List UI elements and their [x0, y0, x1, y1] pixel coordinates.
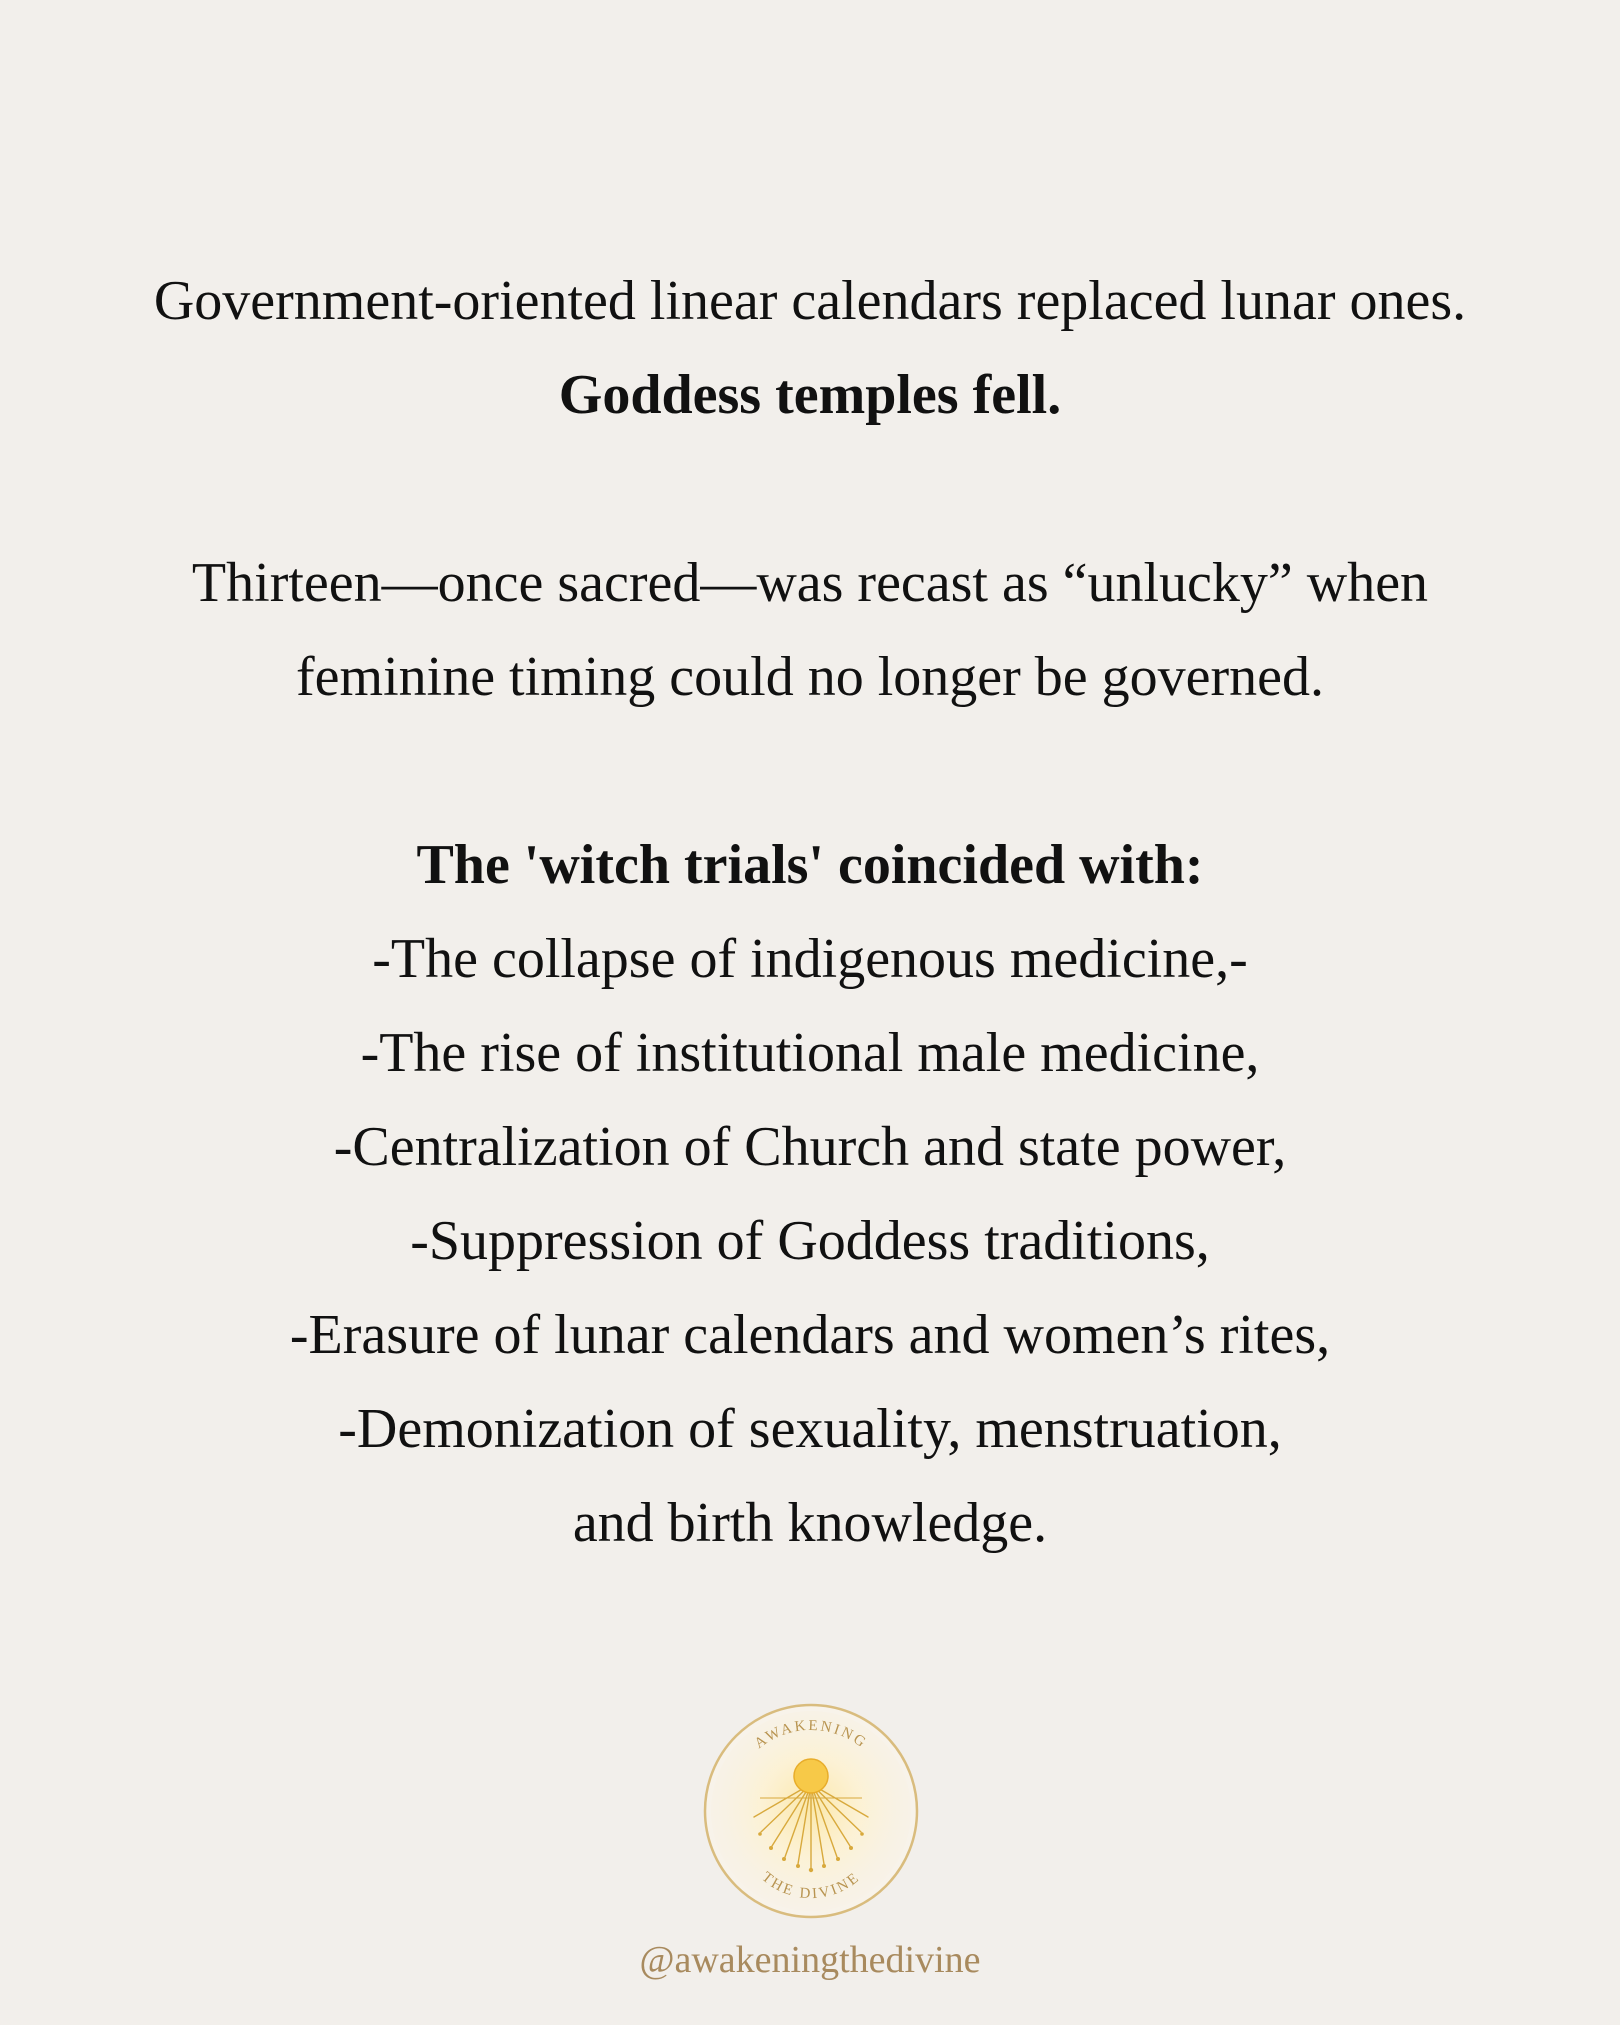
logo-top-text: AWAKENING: [751, 1717, 871, 1753]
text-line: Government-oriented linear calendars replaced lunar ones.: [153, 270, 1467, 332]
list-item: -Erasure of lunar calendars and women’s rites,: [289, 1304, 1331, 1366]
emphasis-line: Goddess temples fell.: [558, 364, 1062, 426]
list-heading: The 'witch trials' coincided with:: [416, 834, 1204, 896]
list-item: -Centralization of Church and state power,: [333, 1116, 1287, 1178]
paragraph-thirteen: [0, 536, 1620, 724]
list-item: and birth knowledge.: [572, 1492, 1048, 1554]
list-item: -The rise of institutional male medicine,: [360, 1022, 1260, 1084]
brand-logo: [700, 1700, 922, 1922]
social-handle: @awakeningthedivine: [639, 1939, 981, 1981]
list-item: -Suppression of Goddess traditions,: [410, 1210, 1210, 1272]
paragraph-calendars: [0, 254, 1620, 442]
paragraph-witch-trials: [0, 818, 1620, 1570]
logo-bottom-text: THE DIVINE: [758, 1869, 864, 1903]
list-item: -Demonization of sexuality, menstruation,: [338, 1398, 1282, 1460]
text-line: feminine timing could no longer be governed.: [296, 646, 1324, 708]
rising-sun-icon: [700, 1700, 922, 1922]
text-line: Thirteen—once sacred—was recast as “unlucky” when: [191, 552, 1429, 614]
list-item: -The collapse of indigenous medicine,-: [372, 928, 1248, 990]
